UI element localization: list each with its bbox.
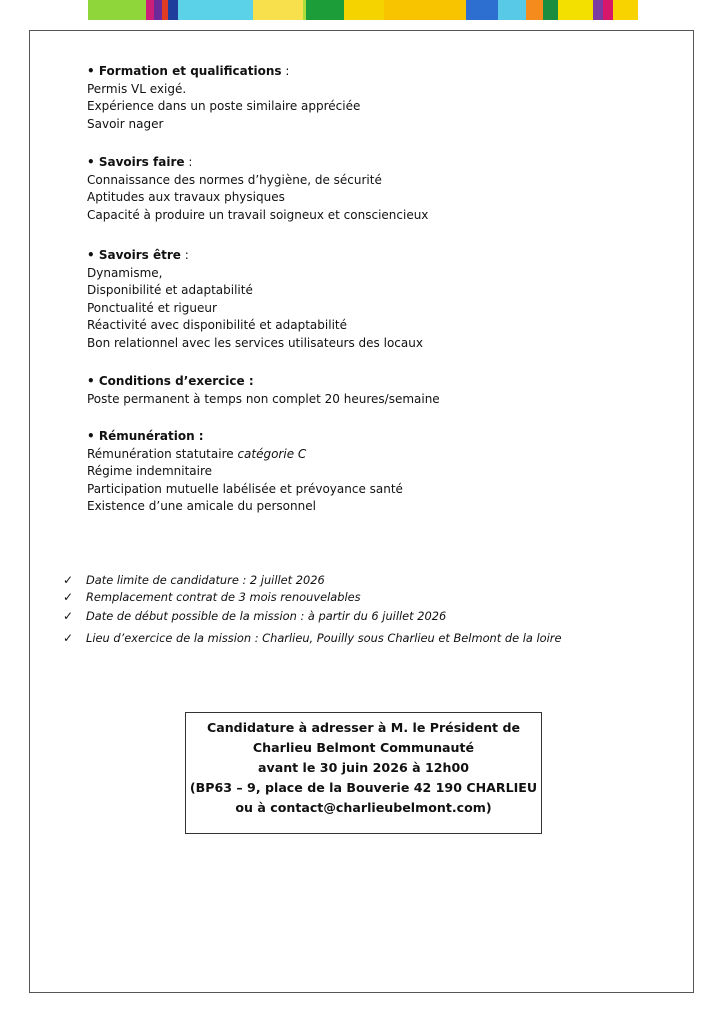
section-line: Savoir nager [87, 116, 164, 131]
checkmark-icon: ✓ [63, 590, 74, 604]
color-stripe [593, 0, 603, 20]
color-stripe [603, 0, 613, 20]
color-stripe [613, 0, 638, 20]
section-heading: • Rémunération : [87, 429, 204, 443]
color-stripe [384, 0, 466, 20]
heading-suffix: : [180, 248, 189, 262]
line-italic-text: catégorie C [237, 446, 307, 461]
section-line: Poste permanent à temps non complet 20 heures/semaine [87, 391, 440, 406]
color-stripe [146, 0, 154, 20]
section-remuneration [87, 428, 403, 516]
checkmark-icon: ✓ [63, 573, 74, 587]
color-stripe [526, 0, 543, 20]
color-stripe [558, 0, 593, 20]
section-formation [87, 63, 360, 133]
section-heading: • Savoirs faire [87, 155, 185, 169]
callout-line: avant le 30 juin 2026 à 12h00 [257, 760, 469, 775]
section-line: Ponctualité et rigueur [87, 300, 217, 315]
section-line: Capacité à produire un travail soigneux et consciencieux [87, 207, 429, 222]
heading-suffix: : [281, 64, 290, 78]
color-stripe [178, 0, 253, 20]
color-stripe [306, 0, 344, 20]
section-line: Expérience dans un poste similaire appréciée [87, 99, 361, 113]
callout-line: Charlieu Belmont Communauté [252, 740, 475, 755]
heading-suffix: : [184, 155, 193, 169]
section-line: Dynamisme, [87, 265, 163, 280]
checklist-item [63, 605, 561, 627]
callout-line: (BP63 – 9, place de la Bouverie 42 190 CHARLIEU [189, 780, 538, 795]
section-line: Existence d’une amicale du personnel [87, 499, 316, 513]
color-stripe [466, 0, 498, 20]
line-text: Rémunération statutaire [87, 446, 238, 461]
section-line: Aptitudes aux travaux physiques [87, 190, 285, 204]
section-line: Participation mutuelle labélisée et prévoyance santé [87, 481, 403, 496]
checklist [63, 571, 561, 649]
section-conditions [87, 373, 440, 408]
checklist-item-text: Date limite de candidature : 2 juillet 2026 [86, 573, 325, 587]
checklist-item [63, 589, 561, 605]
section-heading: • Formation et qualifications [87, 64, 282, 78]
checkmark-icon: ✓ [63, 631, 74, 645]
section-line: Réactivité avec disponibilité et adaptabilité [87, 318, 347, 332]
section-savoirs-faire [87, 154, 428, 224]
section-heading: • Conditions d’exercice : [87, 374, 254, 388]
color-stripe [168, 0, 178, 20]
decorative-color-bar [88, 0, 638, 20]
checklist-item [63, 627, 561, 649]
callout-line: ou à contact@charlieubelmont.com) [235, 800, 492, 815]
section-line: Permis VL exigé. [87, 81, 187, 96]
checklist-item-text: Lieu d’exercice de la mission : Charlieu, Pouilly sous Charlieu et Belmont de la loire [86, 631, 562, 645]
color-stripe [543, 0, 558, 20]
checkmark-icon: ✓ [63, 609, 74, 623]
section-savoirs-etre [87, 247, 423, 352]
color-stripe [154, 0, 162, 20]
section-line: Disponibilité et adaptabilité [87, 283, 253, 297]
color-stripe [253, 0, 303, 20]
application-callout-box [185, 712, 542, 834]
section-heading: • Savoirs être [87, 248, 181, 262]
checklist-item [63, 571, 561, 589]
section-line [87, 446, 403, 464]
color-stripe [344, 0, 384, 20]
section-line: Connaissance des normes d’hygiène, de sécurité [87, 172, 382, 187]
color-stripe [498, 0, 526, 20]
checklist-item-text: Date de début possible de la mission : à partir du 6 juillet 2026 [86, 609, 447, 623]
color-stripe [88, 0, 146, 20]
section-line: Régime indemnitaire [87, 464, 213, 478]
callout-line: Candidature à adresser à M. le Président de [206, 720, 521, 735]
section-line: Bon relationnel avec les services utilisateurs des locaux [87, 335, 423, 350]
checklist-item-text: Remplacement contrat de 3 mois renouvelables [86, 590, 361, 604]
